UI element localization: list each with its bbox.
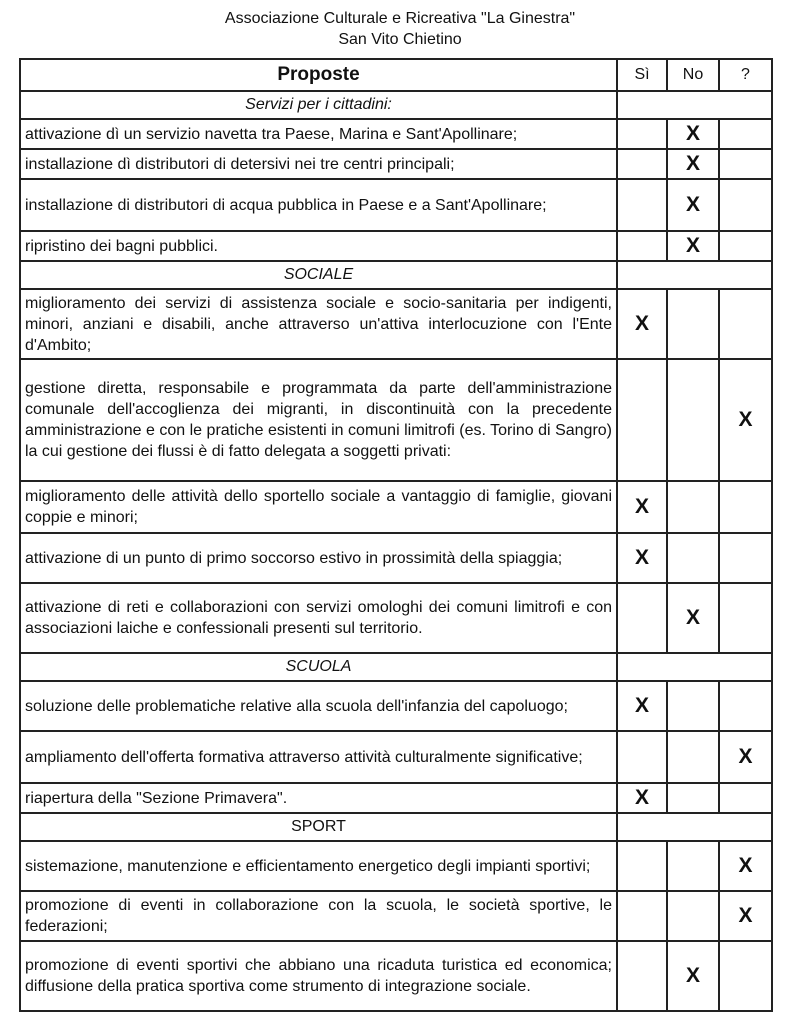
vote-cell-q bbox=[719, 289, 772, 359]
vote-cell-si bbox=[617, 941, 667, 1011]
vote-cell-no bbox=[667, 289, 719, 359]
vote-cell-no bbox=[667, 533, 719, 583]
proposals-table bbox=[19, 58, 773, 1012]
section-title: SPORT bbox=[20, 813, 617, 841]
vote-cell-no bbox=[667, 891, 719, 941]
section-title: SOCIALE bbox=[20, 261, 617, 289]
table-row bbox=[20, 149, 772, 179]
vote-mark-no: X bbox=[667, 941, 719, 1011]
proposal-text: promozione di eventi sportivi che abbiano una ricaduta turistica ed economica; diffusione della pratica sportiva come strumento di integrazione sociale. bbox=[20, 941, 617, 1011]
vote-cell-no bbox=[667, 481, 719, 533]
vote-cell-q bbox=[719, 179, 772, 231]
vote-cell-si bbox=[617, 359, 667, 481]
vote-cell-si bbox=[617, 231, 667, 261]
proposal-text: riapertura della "Sezione Primavera". bbox=[20, 783, 617, 813]
vote-mark-si: X bbox=[617, 289, 667, 359]
table-row bbox=[20, 783, 772, 813]
table-body bbox=[20, 91, 772, 1011]
section-blank-cell bbox=[617, 653, 772, 681]
vote-mark-no: X bbox=[667, 583, 719, 653]
vote-cell-si bbox=[617, 891, 667, 941]
vote-mark-q: X bbox=[719, 841, 772, 891]
vote-mark-no: X bbox=[667, 119, 719, 149]
section-title: SCUOLA bbox=[20, 653, 617, 681]
vote-cell-q bbox=[719, 941, 772, 1011]
proposal-text: miglioramento dei servizi di assistenza sociale e socio-sanitaria per indigenti, minori, anziani e disabili, anche attraverso un'attiva interlocuzione con l'Ente d'Ambito; bbox=[20, 289, 617, 359]
proposal-text: miglioramento delle attività dello sportello sociale a vantaggio di famiglie, giovani coppie e minori; bbox=[20, 481, 617, 533]
town-name: San Vito Chietino bbox=[338, 31, 462, 48]
vote-mark-q: X bbox=[719, 731, 772, 783]
section-blank-cell bbox=[617, 91, 772, 119]
vote-mark-no: X bbox=[667, 231, 719, 261]
vote-cell-q bbox=[719, 149, 772, 179]
proposal-text: promozione di eventi in collaborazione con la scuola, le società sportive, le federazioni; bbox=[20, 891, 617, 941]
vote-cell-q bbox=[719, 533, 772, 583]
vote-mark-q: X bbox=[719, 359, 772, 481]
table-row bbox=[20, 359, 772, 481]
vote-mark-si: X bbox=[617, 481, 667, 533]
vote-mark-si: X bbox=[617, 533, 667, 583]
table-row bbox=[20, 119, 772, 149]
vote-cell-q bbox=[719, 481, 772, 533]
table-row bbox=[20, 941, 772, 1011]
vote-mark-no: X bbox=[667, 179, 719, 231]
vote-cell-si bbox=[617, 731, 667, 783]
vote-cell-q bbox=[719, 583, 772, 653]
proposal-text: installazione dì distributori di detersivi nei tre centri principali; bbox=[20, 149, 617, 179]
vote-cell-no bbox=[667, 681, 719, 731]
table-row bbox=[20, 891, 772, 941]
proposal-text: gestione diretta, responsabile e programmata da parte dell'amministrazione comunale dell'accoglienza dei migranti, in discontinuità con la precedente amministrazione e con le pratiche esistenti in comuni limitrofi (es. Torino di Sangro) la cui gestione dei flussi è di fatto delegata a soggetti privati: bbox=[20, 359, 617, 481]
section-blank-cell bbox=[617, 813, 772, 841]
column-header-proposte: Proposte bbox=[20, 59, 617, 91]
table-header-row bbox=[20, 59, 772, 91]
section-header-row bbox=[20, 653, 772, 681]
section-header-row bbox=[20, 261, 772, 289]
column-header-unsure: ? bbox=[719, 59, 772, 91]
vote-cell-q bbox=[719, 681, 772, 731]
table-row bbox=[20, 731, 772, 783]
section-title: Servizi per i cittadini: bbox=[20, 91, 617, 119]
table-row bbox=[20, 583, 772, 653]
column-header-si: Sì bbox=[617, 59, 667, 91]
table-row bbox=[20, 481, 772, 533]
vote-cell-si bbox=[617, 149, 667, 179]
vote-cell-no bbox=[667, 841, 719, 891]
vote-cell-q bbox=[719, 231, 772, 261]
vote-mark-no: X bbox=[667, 149, 719, 179]
association-name: Associazione Culturale e Ricreativa "La Ginestra" bbox=[224, 10, 576, 27]
proposal-text: soluzione delle problematiche relative alla scuola dell'infanzia del capoluogo; bbox=[20, 681, 617, 731]
column-header-no: No bbox=[667, 59, 719, 91]
table-row bbox=[20, 681, 772, 731]
vote-mark-q: X bbox=[719, 891, 772, 941]
vote-cell-q bbox=[719, 783, 772, 813]
vote-cell-si bbox=[617, 179, 667, 231]
table-row bbox=[20, 289, 772, 359]
document-header bbox=[0, 8, 800, 50]
proposal-text: attivazione dì un servizio navetta tra Paese, Marina e Sant'Apollinare; bbox=[20, 119, 617, 149]
table-row bbox=[20, 179, 772, 231]
vote-cell-q bbox=[719, 119, 772, 149]
table-row bbox=[20, 533, 772, 583]
proposal-text: installazione di distributori di acqua pubblica in Paese e a Sant'Apollinare; bbox=[20, 179, 617, 231]
section-header-row bbox=[20, 813, 772, 841]
proposal-text: sistemazione, manutenzione e efficientamento energetico degli impianti sportivi; bbox=[20, 841, 617, 891]
proposal-text: ripristino dei bagni pubblici. bbox=[20, 231, 617, 261]
proposal-text: ampliamento dell'offerta formativa attraverso attività culturalmente significative; bbox=[20, 731, 617, 783]
proposal-text: attivazione di reti e collaborazioni con servizi omologhi dei comuni limitrofi e con associazioni laiche e confessionali presenti sul territorio. bbox=[20, 583, 617, 653]
vote-cell-si bbox=[617, 119, 667, 149]
vote-cell-no bbox=[667, 731, 719, 783]
vote-cell-no bbox=[667, 359, 719, 481]
vote-mark-si: X bbox=[617, 681, 667, 731]
section-blank-cell bbox=[617, 261, 772, 289]
vote-cell-si bbox=[617, 841, 667, 891]
vote-mark-si: X bbox=[617, 783, 667, 813]
section-header-row bbox=[20, 91, 772, 119]
proposal-text: attivazione di un punto di primo soccorso estivo in prossimità della spiaggia; bbox=[20, 533, 617, 583]
table-row bbox=[20, 841, 772, 891]
vote-cell-si bbox=[617, 583, 667, 653]
table-row bbox=[20, 231, 772, 261]
vote-cell-no bbox=[667, 783, 719, 813]
